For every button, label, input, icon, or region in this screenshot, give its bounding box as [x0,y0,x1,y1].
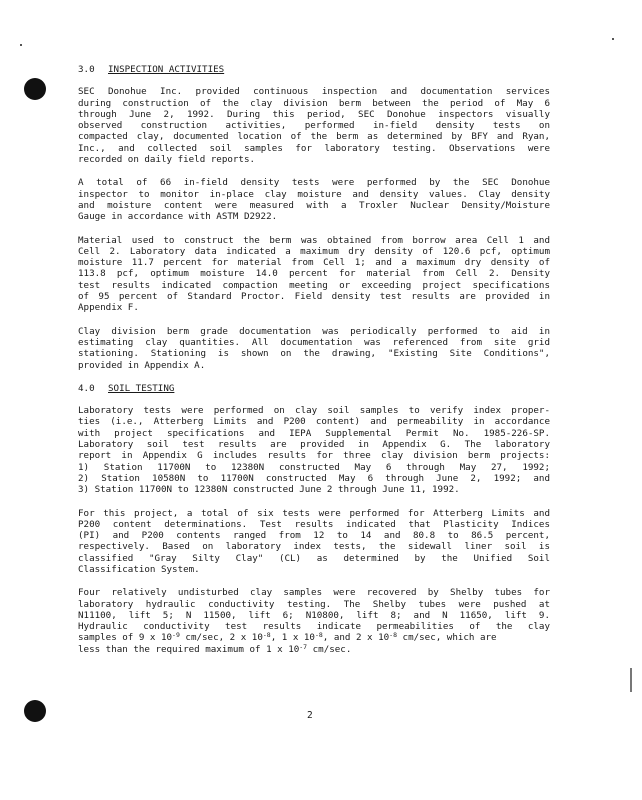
text-line: P200 content determinations. Test results indicated that Plasticity Indices [78,518,550,530]
text-run: samples of 9 x 10 [78,632,173,644]
paragraph-borrow-material [78,235,550,314]
text-run: cm/sec. [307,643,352,655]
text-line: Hydraulic conductivity test results indicate permeabilities of the clay [78,621,550,633]
text-run: less than the required maximum of 1 x 10 [78,643,300,655]
section-heading-inspection [78,64,550,75]
exponent: -8 [314,631,323,640]
text-line: Gauge in accordance with ASTM D2922. [78,211,278,223]
paragraph-grade-documentation [78,326,550,371]
text-line: ties (i.e., Atterberg Limits and P200 content) and permeability in accordance [78,416,550,428]
text-line: provided in Appendix A. [78,359,206,371]
text-line: inspector to monitor in-place clay moisture and density values. Clay density [78,188,550,200]
text-line: during construction of the clay division berm between the period of May 6 [78,97,550,109]
text-line: respectively. Based on laboratory index tests, the sidewall liner soil is [78,541,550,553]
binder-hole-bottom [24,700,46,722]
text-line: of 95 percent of Standard Proctor. Field density test results are provided in [78,291,550,303]
text-line: recorded on daily field reports. [78,154,256,166]
exponent: -8 [389,631,397,640]
text-line: with project specifications and IEPA Supplemental Permit No. 1985-226-SP. [78,427,550,439]
section-number: 3.0 [78,64,95,75]
text-line: Cell 2. Laboratory data indicated a maximum dry density of 120.6 pcf, optimum [78,245,550,257]
exponent: -9 [172,631,180,640]
text-line: observed construction activities, performed in-field density tests on [78,120,550,132]
text-line: Four relatively undisturbed clay samples were recovered by Shelby tubes for [78,587,550,599]
text-line: stationing. Stationing is shown on the drawing, "Existing Site Conditions", [78,348,550,360]
text-line: Appendix F. [78,302,139,314]
text-line: Laboratory soil test results are provided in Appendix G. The laboratory [78,439,550,451]
text-line: SEC Donohue Inc. provided continuous inspection and documentation services [78,86,550,98]
section-title: INSPECTION ACTIVITIES [108,64,225,75]
exponent: -8 [262,631,271,640]
text-line: through June 2, 1992. During this period, SEC Donohue inspectors visually [78,108,550,120]
text-line: report in Appendix G includes results for three clay division berm projects: [78,450,550,462]
text-line: and moisture content were measured with a Troxler Nuclear Density/Moisture [78,199,550,211]
text-line: 113.8 pcf, optimum moisture 14.0 percent for material from Cell 2. Density [78,268,550,280]
text-line [78,644,550,655]
section-heading-soil-testing [78,383,550,394]
text-run: cm/sec, which are [397,632,497,644]
text-line: estimating clay quantities. All documentation was referenced from site grid [78,336,550,348]
text-line: Clay division berm grade documentation was periodically performed to aid in [78,325,550,337]
text-line: test results indicated compaction meeting or exceeding project specifications [78,279,550,291]
text-line: For this project, a total of six tests were performed for Atterberg Limits and [78,507,550,519]
scan-edge-mark [630,668,632,692]
section-number: 4.0 [78,382,95,394]
paragraph-density-tests [78,177,550,222]
text-line: compacted clay, documented location of the berm as determined by BFY and Ryan, [78,131,550,143]
scan-speck [612,38,614,40]
document-body [78,64,550,667]
paragraph-laboratory-tests [78,405,550,495]
text-line: Inc., and collected soil samples for laboratory testing. Observations were [78,142,550,154]
text-line: (PI) and P200 contents ranged from 12 to 14 and 80.8 to 86.5 percent, [78,530,550,542]
text-run: , 1 x 10 [270,632,315,644]
page-number: 2 [307,710,313,721]
paragraph-inspection-services [78,86,550,165]
text-line: Material used to construct the berm was obtained from borrow area Cell 1 and [78,234,550,246]
exponent: -7 [299,642,308,651]
text-line [78,632,550,643]
text-line: A total of 66 in-field density tests were performed by the SEC Donohue [78,177,550,189]
text-line: moisture 11.7 percent for material from Cell 1; and a maximum dry density of [78,257,550,269]
text-line: N11100, lift 5; N 11500, lift 6; N10800, lift 8; and N 11650, lift 9. [78,609,550,621]
text-line: laboratory hydraulic conductivity testing. The Shelby tubes were pushed at [78,598,550,610]
text-line: 2) Station 10580N to 11700N constructed May 6 through June 2, 1992; and [78,472,550,484]
section-title: SOIL TESTING [108,382,175,394]
scan-speck [20,44,22,46]
text-run: cm/sec, 2 x 10 [179,632,263,644]
text-run: , and 2 x 10 [322,632,390,644]
text-line: classified "Gray Silty Clay" (CL) as determined by the Unified Soil [78,552,550,564]
text-line: 3) Station 11700N to 12380N constructed June 2 through June 11, 1992. [78,484,460,496]
text-line: Classification System. [78,563,200,575]
text-line: 1) Station 11700N to 12380N constructed May 6 through May 27, 1992; [78,461,550,473]
paragraph-atterberg-results [78,508,550,576]
paragraph-hydraulic-conductivity [78,587,550,655]
text-line: Laboratory tests were performed on clay soil samples to verify index proper- [78,405,550,417]
binder-hole-top [24,78,46,100]
